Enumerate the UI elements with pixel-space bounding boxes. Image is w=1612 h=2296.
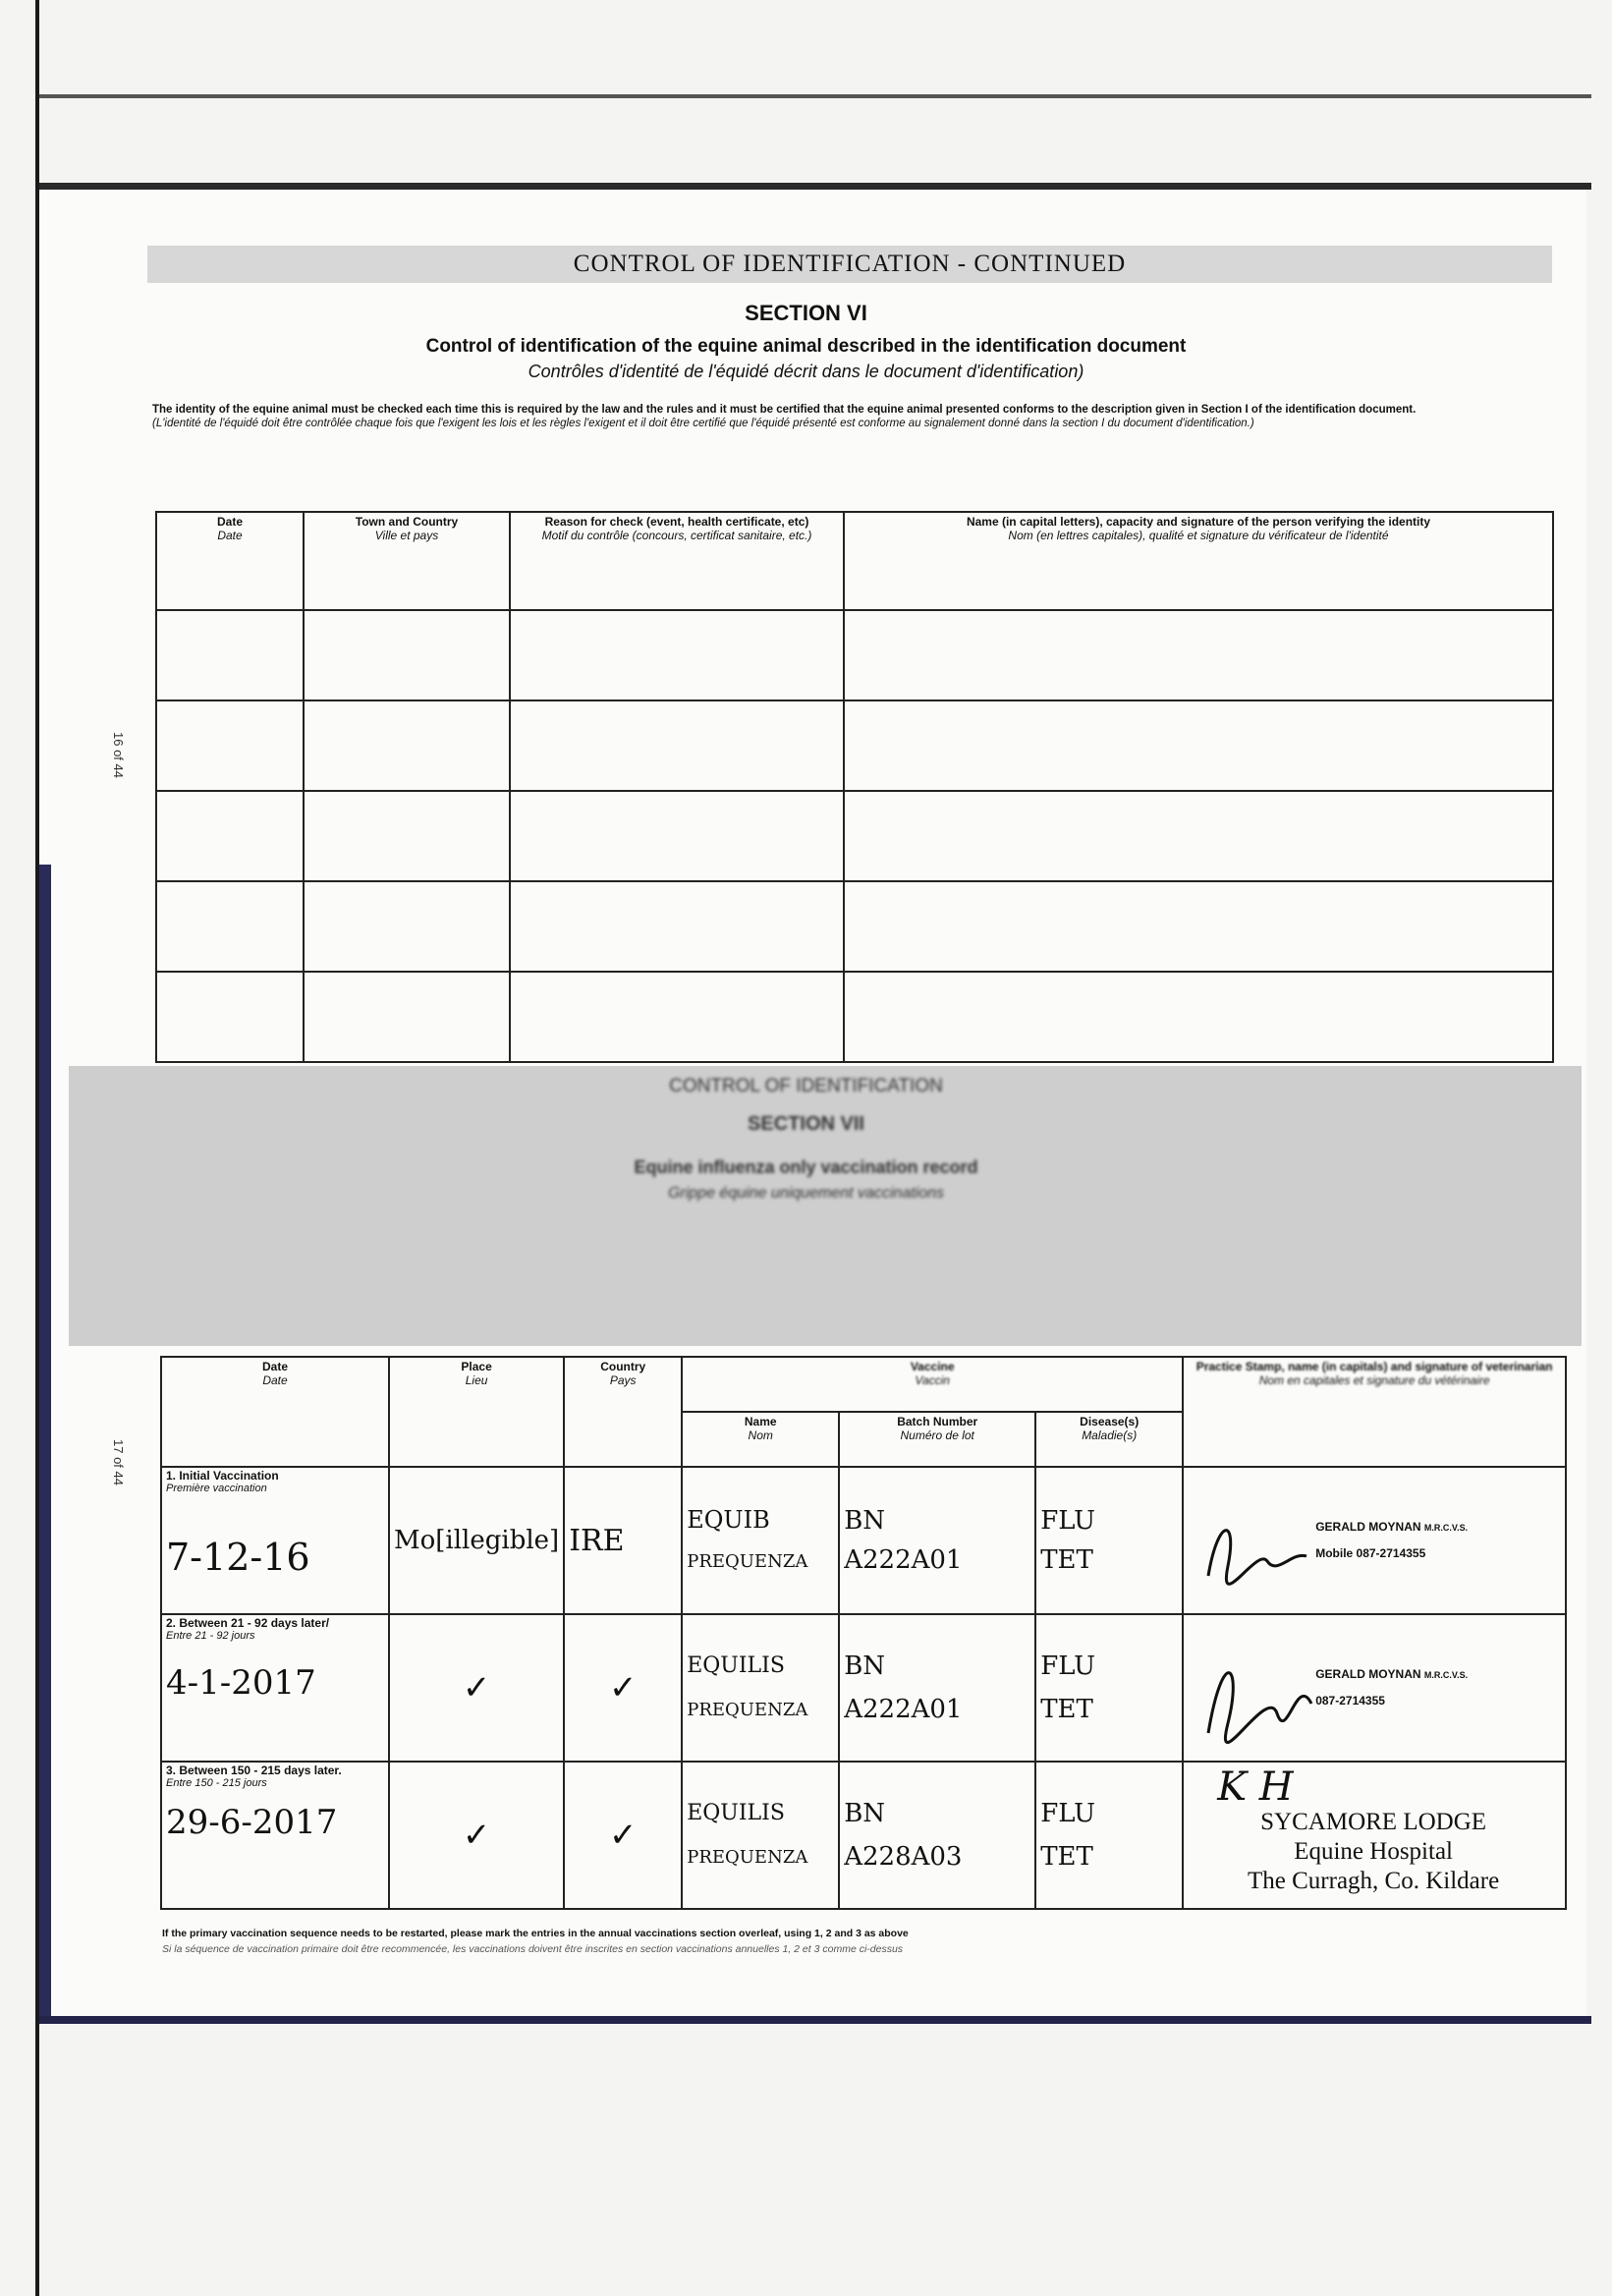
vacc-place: Mo[illegible]	[389, 1467, 564, 1614]
top-rule	[39, 94, 1591, 98]
vacc-disease: FLU TET	[1035, 1762, 1183, 1909]
section6-label: SECTION VI	[745, 301, 867, 325]
vacc-vet-stamp	[1183, 1614, 1566, 1762]
identity-row	[156, 610, 1553, 700]
col-town-country: Town and Country Ville et pays	[304, 512, 510, 610]
vacc-place: ✓	[389, 1614, 564, 1762]
section7-title-fr: Grippe équine uniquement vaccinations	[667, 1185, 945, 1202]
vacc-date: 4-1-2017	[166, 1663, 316, 1703]
signature-mark	[1198, 1645, 1316, 1753]
faded-section-band	[69, 1066, 1582, 1346]
vacc-country: ✓	[564, 1762, 682, 1909]
vacc-row-label-fr: Entre 21 - 92 jours	[166, 1630, 255, 1642]
vacc-country: ✓	[564, 1614, 682, 1762]
vacc-date: 29-6-2017	[166, 1803, 338, 1842]
bottom-rule	[39, 2016, 1591, 2024]
section7-band-title: CONTROL OF IDENTIFICATION	[669, 1076, 943, 1096]
vacc-date-cell	[161, 1614, 389, 1762]
vacc-row-label: 3. Between 150 - 215 days later.	[166, 1764, 342, 1777]
vacc-place: ✓	[389, 1762, 564, 1909]
vet-stamp-text: GERALD MOYNAN M.R.C.V.S. Mobile 087-2714355	[1315, 1520, 1469, 1560]
vacc-col-date: Date Date	[161, 1357, 389, 1467]
section6-banner: CONTROL OF IDENTIFICATION - CONTINUED	[147, 246, 1552, 283]
footnote-fr: Si la séquence de vaccination primaire doit être recommencée, les vaccinations doivent être inscrites en section vaccinations annuelles 1, 2 et 3 comme ci-dessus	[162, 1943, 904, 1955]
page-number-17: 17 of 44	[111, 1439, 126, 1485]
identity-row	[156, 791, 1553, 881]
vacc-date: 7-12-16	[166, 1536, 310, 1579]
section7-title-en: Equine influenza only vaccination record	[634, 1157, 978, 1177]
instructions-fr: (L'identité de l'équidé doit être contrôlée chaque fois que l'exigent les lois et les règles l'exigent et il doit être certifié que l'équidé présenté est conforme au signalement donné dans la section I du document d'identification.)	[152, 418, 1254, 429]
vacc-batch: BN A222A01	[839, 1614, 1035, 1762]
vet-stamp-text: GERALD MOYNAN M.R.C.V.S. 087-2714355	[1315, 1667, 1469, 1708]
vacc-col-name: Name Nom	[682, 1412, 839, 1467]
vet-initials: K H	[1217, 1764, 1294, 1810]
vacc-row-second	[161, 1614, 1566, 1762]
vacc-col-vet: Practice Stamp, name (in capitals) and signature of veterinarian Nom en capitales et signature du vétérinaire	[1183, 1357, 1566, 1467]
vacc-row-label-fr: Première vaccination	[166, 1483, 267, 1494]
vacc-country: IRE	[564, 1467, 682, 1614]
vacc-date-cell	[161, 1762, 389, 1909]
vacc-col-batch: Batch Number Numéro de lot	[839, 1412, 1035, 1467]
identity-row	[156, 881, 1553, 972]
section6-title-en: Control of identification of the equine animal described in the identification document	[425, 336, 1187, 357]
col-reason: Reason for check (event, health certificate, etc) Motif du contrôle (concours, certificat sanitaire, etc.)	[510, 512, 844, 610]
vacc-name: EQUIB PREQUENZA	[682, 1467, 839, 1614]
vacc-batch: BN A228A03	[839, 1762, 1035, 1909]
vacc-disease: FLU TET	[1035, 1467, 1183, 1614]
col-verifier: Name (in capital letters), capacity and signature of the person verifying the identity Nom (en lettres capitales), qualité et signature du vérificateur de l'identité	[844, 512, 1553, 610]
vacc-disease: FLU TET	[1035, 1614, 1183, 1762]
signature-mark	[1198, 1507, 1316, 1596]
col-date: Date Date	[156, 512, 304, 610]
vacc-name: EQUILIS PREQUENZA	[682, 1762, 839, 1909]
page-number-16: 16 of 44	[111, 732, 126, 778]
vacc-row-label: 1. Initial Vaccination	[166, 1469, 279, 1483]
sycamore-lodge-stamp	[1248, 1808, 1499, 1896]
vacc-row-label: 2. Between 21 - 92 days later/	[166, 1616, 330, 1630]
vacc-name: EQUILIS PREQUENZA	[682, 1614, 839, 1762]
vacc-vet-stamp	[1183, 1467, 1566, 1614]
header-rule	[39, 183, 1591, 190]
identity-row	[156, 972, 1553, 1062]
binding-strip	[39, 865, 51, 2024]
footnote-en: If the primary vaccination sequence needs to be restarted, please mark the entries in the annual vaccinations section overleaf, using 1, 2 and 3 as above	[162, 1928, 909, 1939]
instructions-en: The identity of the equine animal must be checked each time this is required by the law and the rules and it must be certified that the equine animal presented conforms to the description given in Section I of the identification document.	[152, 404, 1417, 416]
identity-header-row	[156, 512, 1553, 610]
section6-title-fr: Contrôles d'identité de l'équidé décrit dans le document d'identification)	[528, 362, 1084, 381]
identity-check-table	[155, 511, 1554, 1063]
vacc-col-place: Place Lieu	[389, 1357, 564, 1467]
vacc-col-disease: Disease(s) Maladie(s)	[1035, 1412, 1183, 1467]
vacc-col-country: Country Pays	[564, 1357, 682, 1467]
identity-row	[156, 700, 1553, 791]
vacc-row-label-fr: Entre 150 - 215 jours	[166, 1777, 267, 1789]
vacc-col-vaccine: Vaccine Vaccin	[682, 1357, 1183, 1412]
vacc-batch: BN A222A01	[839, 1467, 1035, 1614]
vacc-row-initial	[161, 1467, 1566, 1614]
section6-instructions	[152, 403, 1528, 430]
stamp-line-2: Equine Hospital	[1294, 1838, 1453, 1865]
vacc-header-row-1	[161, 1357, 1566, 1412]
stamp-line-3: The Curragh, Co. Kildare	[1248, 1868, 1500, 1894]
stamp-line-1: SYCAMORE LODGE	[1260, 1809, 1487, 1835]
vacc-date-cell	[161, 1467, 389, 1614]
section7-label: SECTION VII	[748, 1113, 864, 1135]
